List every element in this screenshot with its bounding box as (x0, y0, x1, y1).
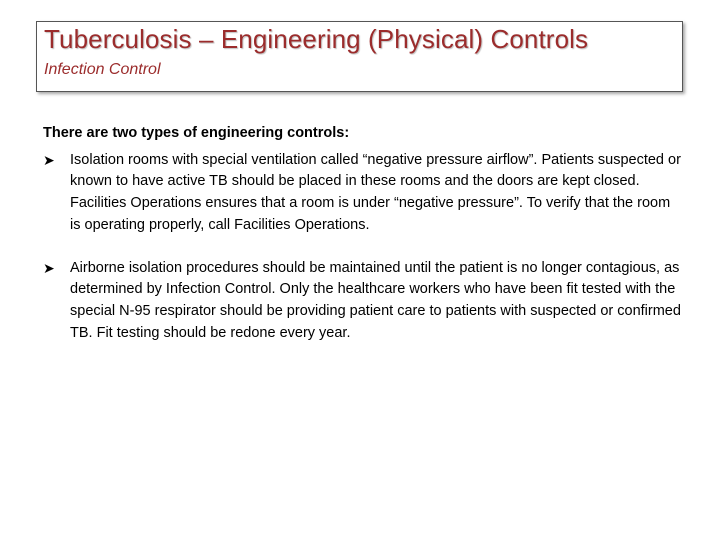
arrow-bullet-icon: ➤ (43, 151, 55, 168)
bullet-item-isolation-rooms (43, 150, 683, 237)
slide-content (43, 123, 683, 344)
slide-subtitle: Infection Control (44, 61, 161, 78)
bullet-text: Isolation rooms with special ventilation called “negative pressure airflow”. Patients suspected or known to have active TB should be placed in these rooms and the doors are kept closed. Facilities Operations ensures that a room is under “negative pressure”. To verify that the room is operating properly, call Facilities Operations. (70, 151, 681, 233)
intro-text: There are two types of engineering controls: (43, 125, 350, 141)
bullet-text: Airborne isolation procedures should be maintained until the patient is no longer contagious, as determined by Infection Control. Only the healthcare workers who have been fit tested with the special N-95 respirator should be providing patient care to patients with suspected or confirmed TB. Fit testing should be redone every year. (70, 259, 681, 341)
slide-title: Tuberculosis – Engineering (Physical) Controls (44, 24, 589, 54)
title-box (36, 21, 683, 92)
bullet-item-airborne-isolation (43, 258, 683, 345)
arrow-bullet-icon: ➤ (43, 259, 55, 276)
